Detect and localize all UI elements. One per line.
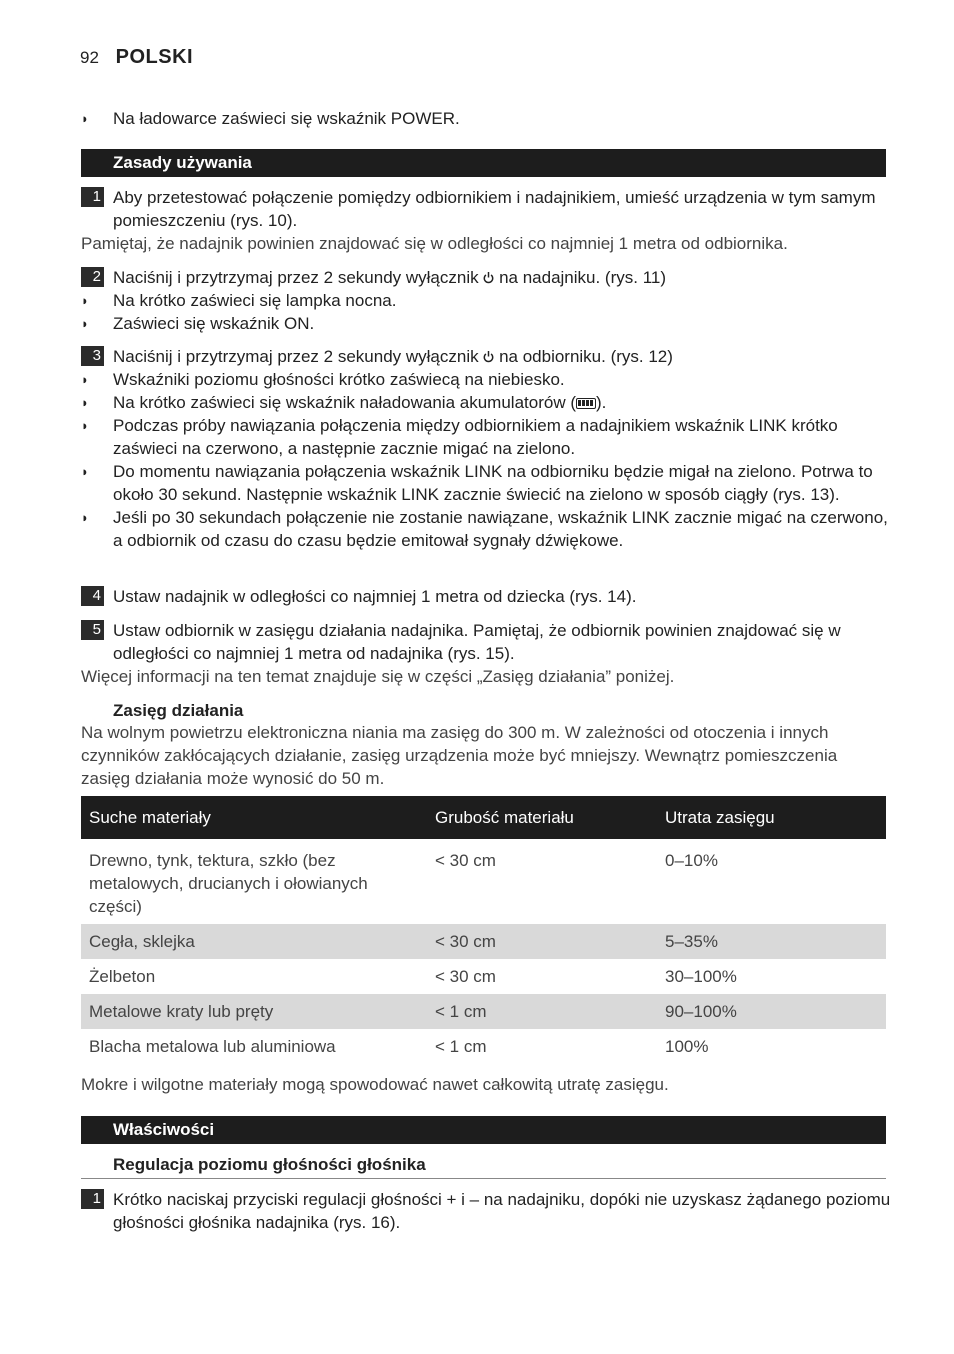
- table-cell: 0–10%: [665, 851, 718, 870]
- step-4: 4 Ustaw nadajnik w odległości co najmniej 1 metra od dziecka (rys. 14).: [81, 585, 891, 608]
- table-cell: 30–100%: [665, 967, 737, 986]
- table-cell: 5–35%: [657, 924, 886, 959]
- step-number: 2: [81, 267, 104, 287]
- table-cell: < 1 cm: [427, 994, 657, 1029]
- table-header: Suche materiały: [81, 796, 427, 839]
- page-number: 92: [80, 48, 99, 67]
- step-number: 3: [81, 346, 104, 366]
- step-number: 4: [81, 586, 104, 606]
- battery-icon: [576, 398, 596, 409]
- table-cell: 100%: [665, 1037, 709, 1056]
- divider: [81, 1178, 886, 1179]
- table-row: [81, 839, 886, 924]
- range-text: Na wolnym powietrzu elektroniczna niania ma zasięg do 300 m. W zależności od otoczenia i innych czynników zakłócających działanie, zasięg urządzenia może być mniejszy. Wewnątrz pomieszczenia zasięg działania może wynosić do 50 m.: [81, 723, 838, 788]
- table-row: [81, 994, 886, 1029]
- volume-step-1: 1 Krótko naciskaj przyciski regulacji głośności + i – na nadajniku, dopóki nie uzyskasz żądanego poziomu głośności głośnika nadajnika (rys. 16).: [81, 1188, 891, 1234]
- bullet-icon: ◗: [81, 418, 89, 433]
- step-3: 3 Naciśnij i przytrzymaj przez 2 sekundy wyłącznik na odbiorniku. (rys. 12) ◗ Wskaźniki poziomu głośności krótko zaświecą na niebiesko. ◗ Na krótko zaświeci się wskaźnik naładowania akumulatorów ( ). ◗ Podczas próby nawiązania połączenia między odbiornikiem a nadajnikiem wskaźnik LINK krótko zaświeci na czerwono, a następnie zacznie migać na zielono. ◗ Do momentu nawiązania połączenia wskaźnik LINK na odbiorniku będzie migał na zielono. Potrwa to około 30 sekund. Następnie wskaźnik LINK zacznie świecić na zielono w sposób ciągły (rys. 13). ◗ Jeśli po 30 sekundach połączenie nie zostanie nawiązane, wskaźnik LINK zacznie migać na czerwono, a odbiornik od czasu do czasu będzie emitował sygnały dźwiękowe.: [81, 347, 888, 550]
- section-title-usage: Zasady używania: [81, 149, 886, 177]
- table-cell: < 30 cm: [427, 924, 657, 959]
- step-2: 2 Naciśnij i przytrzymaj przez 2 sekundy wyłącznik na nadajniku. (rys. 11) ◗ Na krótko zaświeci się lampka nocna. ◗ Zaświeci się wskaźnik ON.: [81, 268, 667, 333]
- after-table-note: Mokre i wilgotne materiały mogą spowodować nawet całkowitą utratę zasięgu.: [81, 1075, 669, 1094]
- table-cell: < 30 cm: [435, 967, 496, 986]
- step-number: 5: [81, 620, 104, 640]
- step-1-note: Pamiętaj, że nadajnik powinien znajdować się w odległości co najmniej 1 metra od odbiornika.: [81, 234, 788, 253]
- table-cell: Drewno, tynk, tektura, szkło (bez metalowych, drucianych i ołowianych części): [89, 851, 368, 916]
- range-title: Zasięg działania: [113, 701, 244, 720]
- table-row: [81, 959, 886, 994]
- step-5: 5 Ustaw odbiornik w zasięgu działania nadajnika. Pamiętaj, że odbiornik powinien znajdować się w odległości co najmniej 1 metra od nadajnika (rys. 15).: [81, 619, 891, 665]
- power-icon: [483, 350, 494, 363]
- bullet-icon: ◗: [81, 510, 89, 525]
- power-icon: [483, 271, 494, 284]
- language-label: POLSKI: [115, 46, 194, 68]
- table-header: Utrata zasięgu: [657, 796, 886, 839]
- volume-title: Regulacja poziomu głośności głośnika: [113, 1155, 426, 1174]
- section-title-features: Właściwości: [81, 1116, 886, 1144]
- table-header-row: [81, 796, 886, 839]
- step-number: 1: [81, 187, 104, 207]
- table-header: Grubość materiału: [427, 796, 657, 839]
- bullet-icon: ◗: [81, 316, 89, 331]
- range-table: [81, 796, 886, 1065]
- table-cell: 90–100%: [657, 994, 886, 1029]
- table-cell: Metalowe kraty lub pręty: [81, 994, 427, 1029]
- intro-bullet: ◗ Na ładowarce zaświeci się wskaźnik POWER.: [81, 109, 460, 128]
- table-row: [81, 1029, 886, 1065]
- step-number: 1: [81, 1189, 104, 1209]
- table-cell: Cegła, sklejka: [81, 924, 427, 959]
- table-cell: < 30 cm: [435, 851, 496, 870]
- bullet-icon: ◗: [81, 395, 89, 410]
- step-5-note: Więcej informacji na ten temat znajduje się w części „Zasięg działania” poniżej.: [81, 667, 675, 686]
- bullet-icon: ◗: [81, 111, 89, 126]
- table-cell: < 1 cm: [435, 1037, 487, 1056]
- table-cell: Blacha metalowa lub aluminiowa: [89, 1037, 336, 1056]
- table-row: [81, 924, 886, 959]
- bullet-icon: ◗: [81, 293, 89, 308]
- step-1: 1 Aby przetestować połączenie pomiędzy odbiornikiem i nadajnikiem, umieść urządzenia w tym samym pomieszczeniu (rys. 10).: [81, 186, 891, 232]
- page-header: [80, 46, 380, 76]
- bullet-icon: ◗: [81, 464, 89, 479]
- table-cell: Żelbeton: [89, 967, 156, 986]
- bullet-icon: ◗: [81, 372, 89, 387]
